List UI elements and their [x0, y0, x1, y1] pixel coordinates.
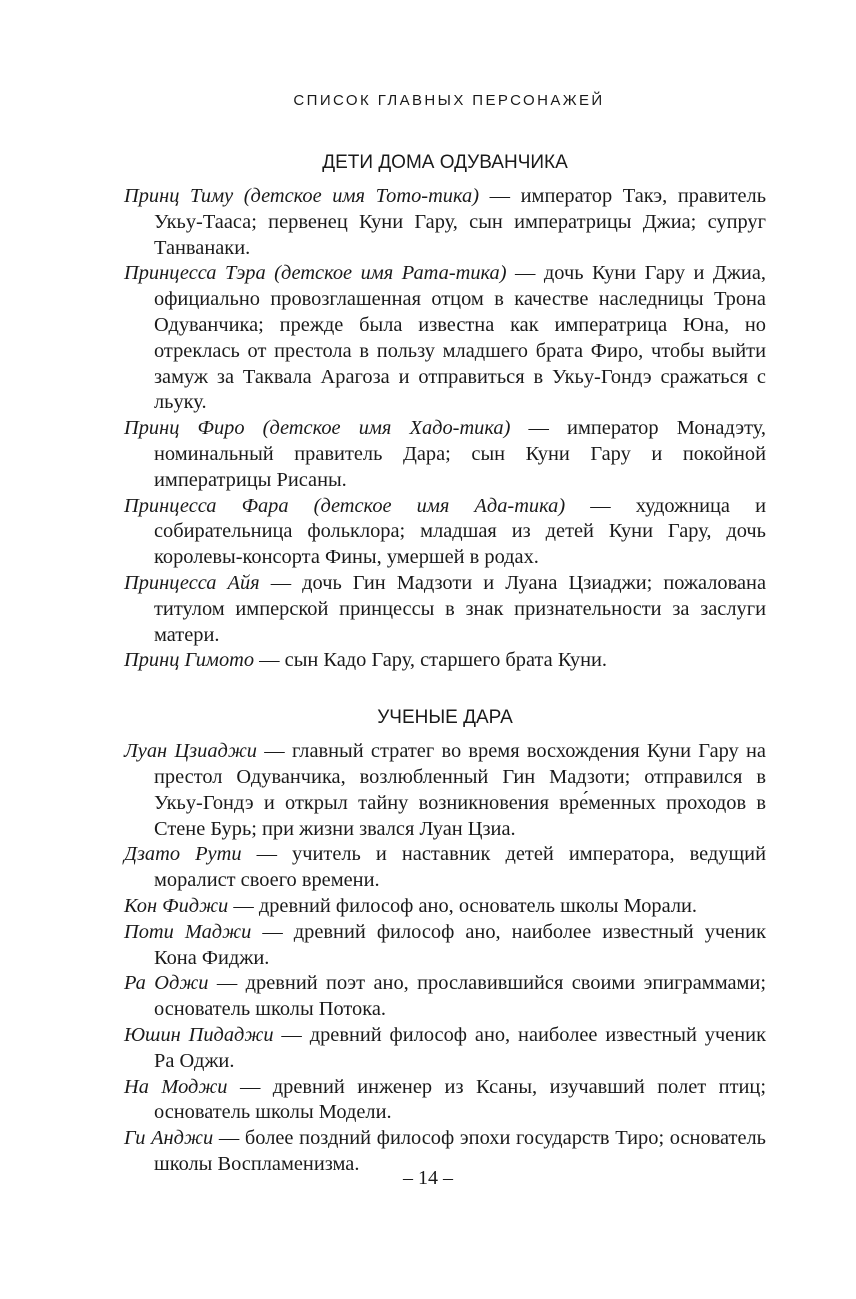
running-head: СПИСОК ГЛАВНЫХ ПЕРСОНАЖЕЙ	[293, 92, 605, 109]
entries-scholars	[124, 739, 766, 1178]
section-title-children: ДЕТИ ДОМА ОДУВАНЧИКА	[322, 152, 568, 173]
character-description: — император Монадэту, номинальный правитель Дара; сын Куни Гару и покойной императрицы Рисаны.	[154, 417, 766, 491]
character-name: Дзато Рути	[124, 843, 242, 866]
character-description: — художница и собирательница фольклора; младшая из детей Куни Гару, дочь королевы-консорта Фины, умершей в родах.	[154, 494, 766, 569]
character-entry	[124, 184, 766, 261]
character-entry	[124, 261, 766, 416]
character-name: Принцесса Фара (детское имя Ада-тика)	[124, 494, 566, 517]
character-description: — древний философ ано, наиболее известный ученик Кона Фиджи.	[154, 920, 766, 969]
character-entry	[124, 842, 766, 894]
character-description: — древний философ ано, наиболее известный ученик Ра Оджи.	[154, 1023, 766, 1072]
character-entry	[124, 648, 766, 674]
entries-children	[124, 184, 766, 674]
character-name: Принц Фиро (детское имя Хадо-тика)	[124, 417, 511, 440]
character-name: Принц Тиму (детское имя Тото-тика)	[124, 185, 480, 207]
book-page	[124, 92, 766, 1178]
character-name: Ги Анджи	[124, 1127, 214, 1150]
character-name: На Моджи	[124, 1075, 228, 1098]
character-name: Юшин Пидаджи	[124, 1023, 274, 1046]
character-description: — главный стратег во время восхождения Куни Гару на престол Одуванчика, возлюбленный Гин Мадзоти; отправился в Укьу-Гондэ и открыл тайну возникновения вре́менных проходов в Стене Бурь; при жизни звался Луан Цзиа.	[154, 740, 766, 840]
character-entry	[124, 894, 766, 920]
character-entry	[124, 971, 766, 1023]
character-description: — древний инженер из Ксаны, изучавший полет птиц; основатель школы Модели.	[154, 1075, 766, 1124]
character-description: — дочь Гин Мадзоти и Луана Цзиаджи; пожалована титулом имперской принцессы в знак признательности за заслуги матери.	[154, 571, 766, 646]
character-entry	[124, 494, 766, 571]
character-name: Принц Гимото	[124, 649, 255, 672]
character-description: — древний поэт ано, прославившийся своими эпиграммами; основатель школы Потока.	[154, 972, 766, 1021]
character-description: — император Такэ, правитель Укьу-Тааса; первенец Куни Гару, сын императрицы Джиа; супруг Танванаки.	[154, 185, 766, 259]
character-entry	[124, 416, 766, 493]
character-name: Принцесса Айя	[124, 571, 260, 594]
character-name: Ра Оджи	[124, 972, 209, 995]
character-name: Принцесса Тэра (детское имя Рата-тика)	[124, 262, 507, 285]
character-description: — учитель и наставник детей императора, ведущий моралист своего времени.	[154, 843, 766, 892]
character-name: Луан Цзиаджи	[124, 740, 257, 763]
character-entry	[124, 1023, 766, 1075]
character-description: — дочь Куни Гару и Джиа, официально провозглашенная отцом в качестве наследницы Трона Одуванчика; прежде была известна как императрица Юна, но отреклась от престола в пользу младшего брата Фиро, чтобы выйти замуж за Таквала Арагоза и отправиться в Укьу-Гондэ сражаться с льуку.	[154, 262, 766, 414]
character-entry	[124, 739, 766, 842]
character-name: Кон Фиджи	[124, 894, 229, 917]
character-description: — древний философ ано, основатель школы Морали.	[228, 894, 698, 917]
page-number: – 14 –	[403, 1167, 453, 1189]
character-entry	[124, 571, 766, 648]
character-name: Поти Маджи	[124, 920, 252, 943]
section-title-scholars: УЧЕНЫЕ ДАРА	[377, 707, 513, 729]
character-description: — более поздний философ эпохи государств Тиро; основатель школы Воспламенизма.	[154, 1127, 766, 1175]
character-description: — сын Кадо Гару, старшего брата Куни.	[254, 649, 608, 672]
character-entry	[124, 920, 766, 972]
character-entry	[124, 1075, 766, 1127]
